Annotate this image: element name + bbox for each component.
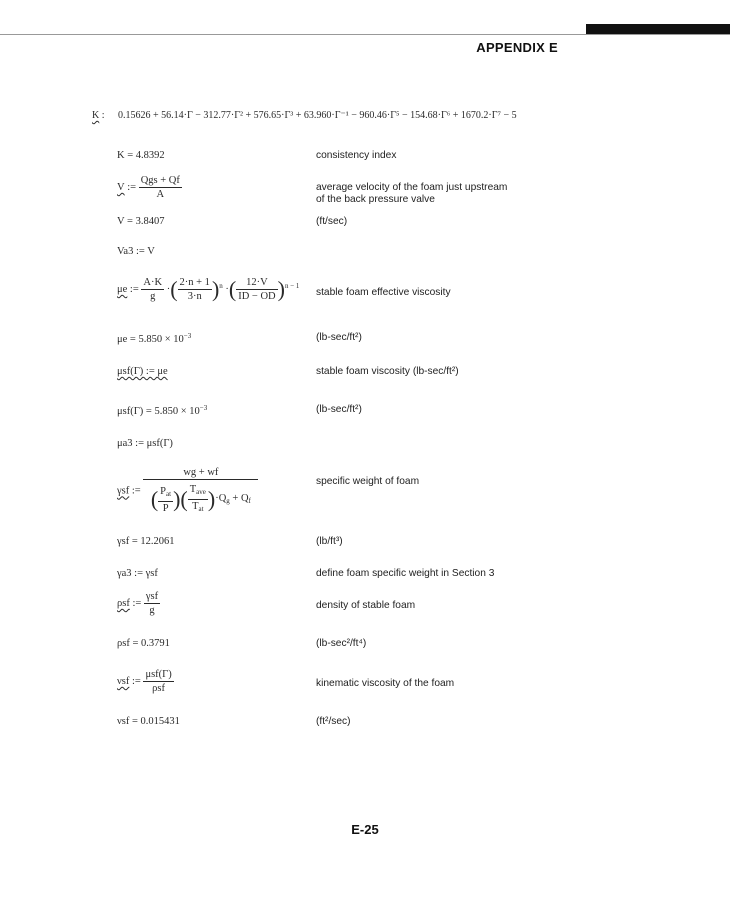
k-description: consistency index: [316, 150, 397, 161]
v-units: (ft/sec): [316, 216, 348, 227]
header-rule: [0, 34, 730, 35]
gamma-value: γsf = 12.2061: [117, 536, 175, 547]
nu-description: kinematic viscosity of the foam: [316, 678, 455, 689]
gamma-fraction: wg + wf ( $\frac{P_{at}}{P}$ )( $\frac{T_{ave}}{T_{at}}$ )$\cdot Q_g + Q_f$: [143, 466, 258, 516]
v-symbol: V: [117, 182, 125, 193]
musf-description: stable foam viscosity (lb-sec/ft²): [316, 366, 459, 377]
k-value: K = 4.8392: [117, 150, 165, 161]
rho-value: ρsf = 0.3791: [117, 638, 170, 649]
appendix-title: APPENDIX E: [476, 40, 558, 55]
va3-assign: Va3 := V: [117, 246, 155, 257]
nu-value: νsf = 0.015431: [117, 716, 180, 727]
k-polynomial: 0.15626 + 56.14·Γ − 312.77·Γ² + 576.65·Γ³ + 63.960·Γ⁻¹ − 960.46·Γ⁵ − 154.68·Γ⁶ + 1670.2·Γ⁷ − 5: [118, 110, 517, 121]
page-number: E-25: [351, 822, 379, 837]
musf-units: (lb-sec/ft²): [316, 404, 362, 415]
rho-denominator: g: [149, 605, 155, 616]
gamma-a3-assign: γa3 := γsf: [117, 568, 158, 579]
musf-assign: μsf(Γ) := μe: [117, 366, 168, 377]
mu-symbol: μe: [117, 284, 128, 295]
v-description: average velocity of the foam just upstream of the back pressure valve: [316, 182, 508, 205]
rho-symbol: ρsf: [117, 598, 130, 609]
v-denominator: A: [156, 189, 165, 200]
gamma-a3-description: define foam specific weight in Section 3: [316, 568, 495, 579]
mu-value: μe = 5.850 × 10: [117, 334, 184, 345]
v-value: V = 3.8407: [117, 216, 165, 227]
mua3-assign: μa3 := μsf(Γ): [117, 438, 173, 449]
nu-symbol: νsf: [117, 676, 130, 687]
v-numerator: Qgs + Qf: [140, 175, 180, 186]
mu-units: (lb-sec/ft²): [316, 332, 362, 343]
rho-numerator: γsf: [145, 591, 159, 602]
gamma-symbol: γsf: [117, 485, 130, 497]
nu-denominator: ρsf: [152, 683, 165, 694]
nu-units: (ft²/sec): [316, 716, 351, 727]
gamma-numerator: wg + wf: [143, 466, 258, 480]
v-fraction: [139, 174, 182, 201]
gamma-units: (lb/ft³): [316, 536, 343, 547]
rho-description: density of stable foam: [316, 600, 416, 611]
rho-units: (lb-sec²/ft⁴): [316, 638, 367, 649]
nu-numerator: μsf(Γ): [145, 669, 172, 680]
musf-value: μsf(Γ) = 5.850 × 10: [117, 406, 200, 417]
k-symbol: K: [92, 110, 100, 121]
gamma-description: specific weight of foam: [316, 476, 420, 487]
mu-description: stable foam effective viscosity: [316, 287, 451, 298]
